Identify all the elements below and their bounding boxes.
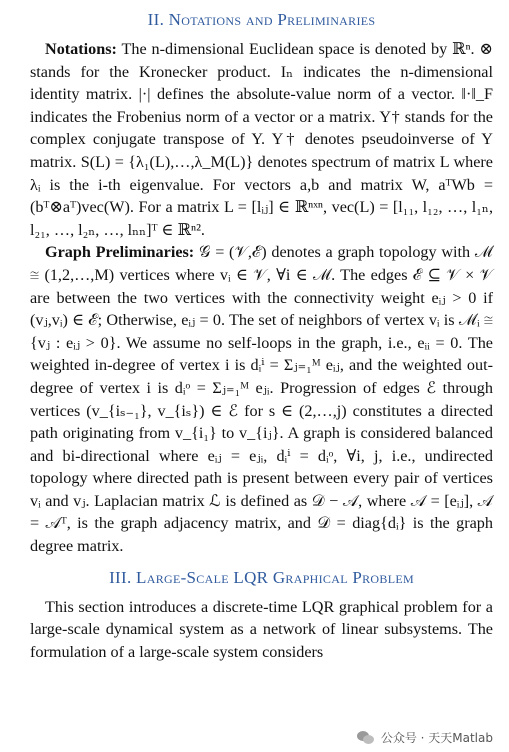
section-3-paragraph: This section introduces a discrete-time LQR graphical problem for a large-scale dynamical system as a network of linear subsystems. The formulation of a large-scale system considers (30, 597, 493, 661)
notations-paragraph (30, 38, 493, 241)
section-2-heading: II. Notations and Preliminaries (147, 10, 376, 29)
graph-preliminaries-lead: Graph Preliminaries: (45, 243, 195, 262)
watermark (357, 729, 493, 746)
notations-lead: Notations: (45, 40, 117, 58)
notations-text: The n-dimensional Euclidean space is denoted by ℝⁿ. ⊗ stands for the Kronecker product. Iₙ indicates the n-dimensional identity matrix. |·| defines the absolute-value norm of a vector. ‖·‖_F indicates the Frobenius norm of a vector or a matrix. Y† stands for the complex conjugate transpose of Y. Y† denotes pseudoinverse of Y matrix. S(L) = {λ₁(L),…,λ_M(L)} denotes spectrum of matrix L where λᵢ is the i-th eigenvalue. For vectors a,b and matrix W, aᵀWb = (bᵀ⊗aᵀ)vec(W). For a matrix L = [lᵢⱼ] ∈ ℝⁿˣⁿ, vec(L) = [l₁₁, l₁₂, …, l₁ₙ, l₂₁, …, l₂ₙ, …, lₙₙ]ᵀ ∈ ℝⁿ². (30, 40, 493, 239)
graph-preliminaries-paragraph (30, 241, 493, 557)
graph-preliminaries-text: 𝒢 = (𝒱,ℰ) denotes a graph topology with ℳ ≅ (1,2,…,M) vertices where vᵢ ∈ 𝒱, ∀i ∈ ℳ. The edges ℰ ⊆ 𝒱 × 𝒱 are between the two vertices with the connectivity weight eᵢⱼ > 0 if (vⱼ,vᵢ) ∈ ℰ; Otherwise, eᵢⱼ = 0. The set of neighbors of vertex vᵢ is ℳᵢ ≅ {vⱼ : eᵢⱼ > 0}. We assume no self-loops in the graph, i.e., eᵢᵢ = 0. The weighted in-degree of vertex i is dᵢⁱ = Σⱼ₌₁ᴹ eᵢⱼ, and the weighted out-degree of vertex i is dᵢᵒ = Σⱼ₌₁ᴹ eⱼᵢ. Progression of edges ℰ through vertices (v_{iₛ₋₁}, v_{iₛ}) ∈ ℰ for s ∈ (2,…,j) constitutes a directed path originating from v_{i₁} to v_{iⱼ}. A graph is considered balanced and bi-directional where eᵢⱼ = eⱼᵢ, dᵢⁱ = dᵢᵒ, ∀i, j, i.e., undirected topology where directed path is present between every pair of vertices vᵢ and vⱼ. Laplacian matrix ℒ is defined as 𝒟 − 𝒜, where 𝒜 = [eᵢⱼ], 𝒜 = 𝒜ᵀ, is the graph adjacency matrix, and 𝒟 = diag{dᵢ} is the graph degree matrix. (30, 243, 493, 556)
section-3-heading: III. Large-Scale LQR Graphical Problem (109, 567, 414, 587)
watermark-text: 公众号 · 天天Matlab (380, 731, 493, 745)
wechat-icon (357, 731, 375, 745)
